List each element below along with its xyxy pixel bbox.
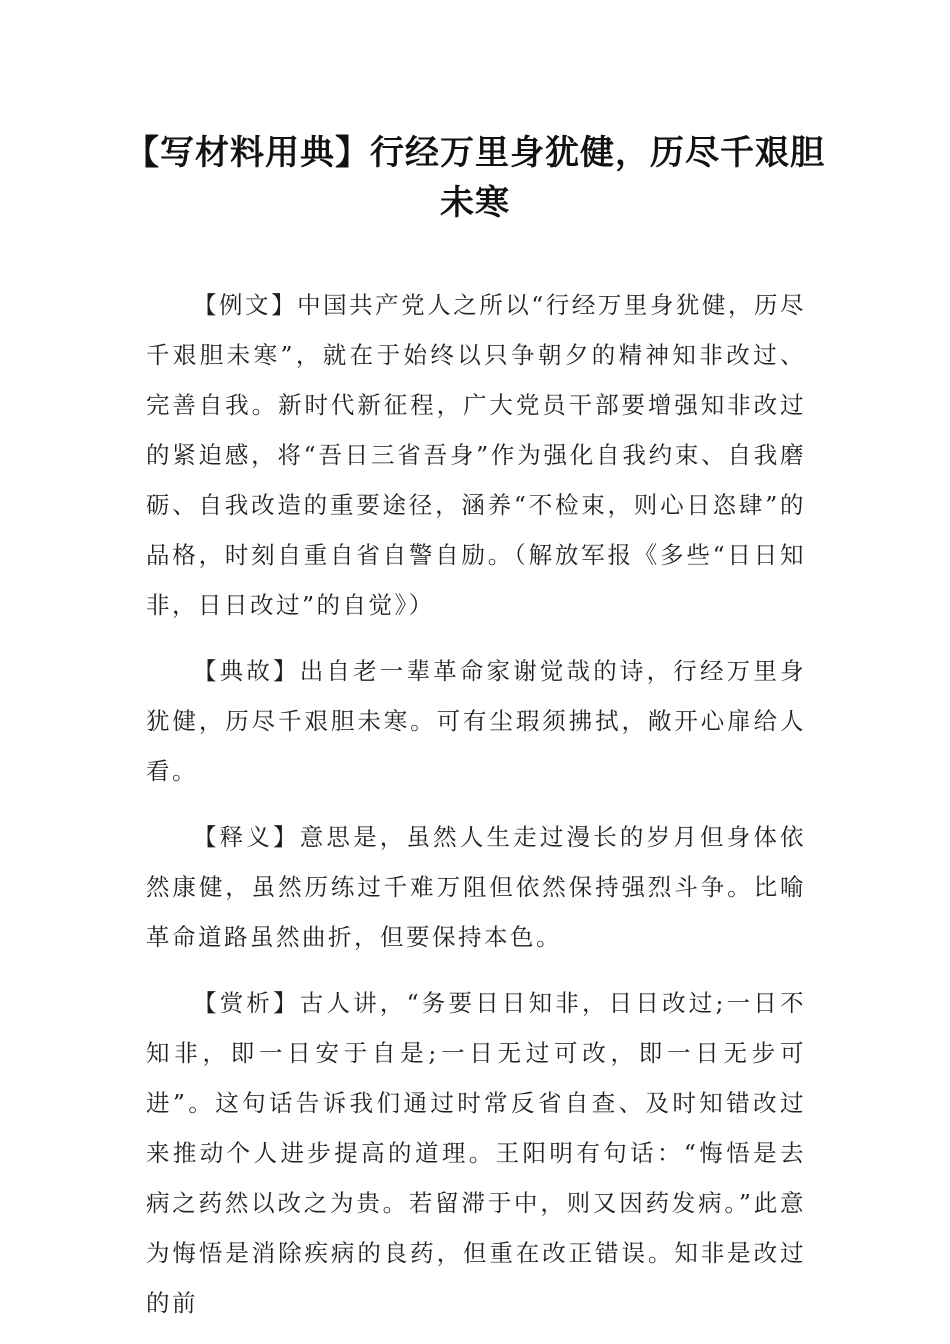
document-title: 【写材料用典】行经万里身犹健，历尽千艰胆未寒 [125,133,825,223]
paragraph-allusion: 【典故】出自老一辈革命家谢觉哉的诗，行经万里身犹健，历尽千艰胆未寒。可有尘瑕须拂拭，敞开心扉给人看。 [146,657,806,785]
paragraph-example: 【例文】中国共产党人之所以“行经万里身犹健，历尽千艰胆未寒”，就在于始终以只争朝夕的精神知非改过、完善自我。新时代新征程，广大党员干部要增强知非改过的紧迫感，将“吾日三省吾身”作为强化自我约束、自我磨砺、自我改造的重要途径，涵养“不检束，则心日恣肆”的品格，时刻自重自省自警自励。（解放军报《多些“日日知非，日日改过”的自觉》） [146,291,806,619]
document-body [146,280,806,1344]
paragraph-appreciation: 【赏析】古人讲，“务要日日知非，日日改过;一日不知非，即一日安于自是;一日无过可改，即一日无步可进”。这句话告诉我们通过时常反省自查、及时知错改过来推动个人进步提高的道理。王阳明有句话：“悔悟是去病之药然以改之为贵。若留滞于中，则又因药发病。”此意为悔悟是消除疾病的良药，但重在改正错误。知非是改过的前 [146,989,806,1317]
paragraph-meaning: 【释义】意思是，虽然人生走过漫长的岁月但身体依然康健，虽然历练过千难万阻但依然保持强烈斗争。比喻革命道路虽然曲折，但要保持本色。 [146,823,806,951]
